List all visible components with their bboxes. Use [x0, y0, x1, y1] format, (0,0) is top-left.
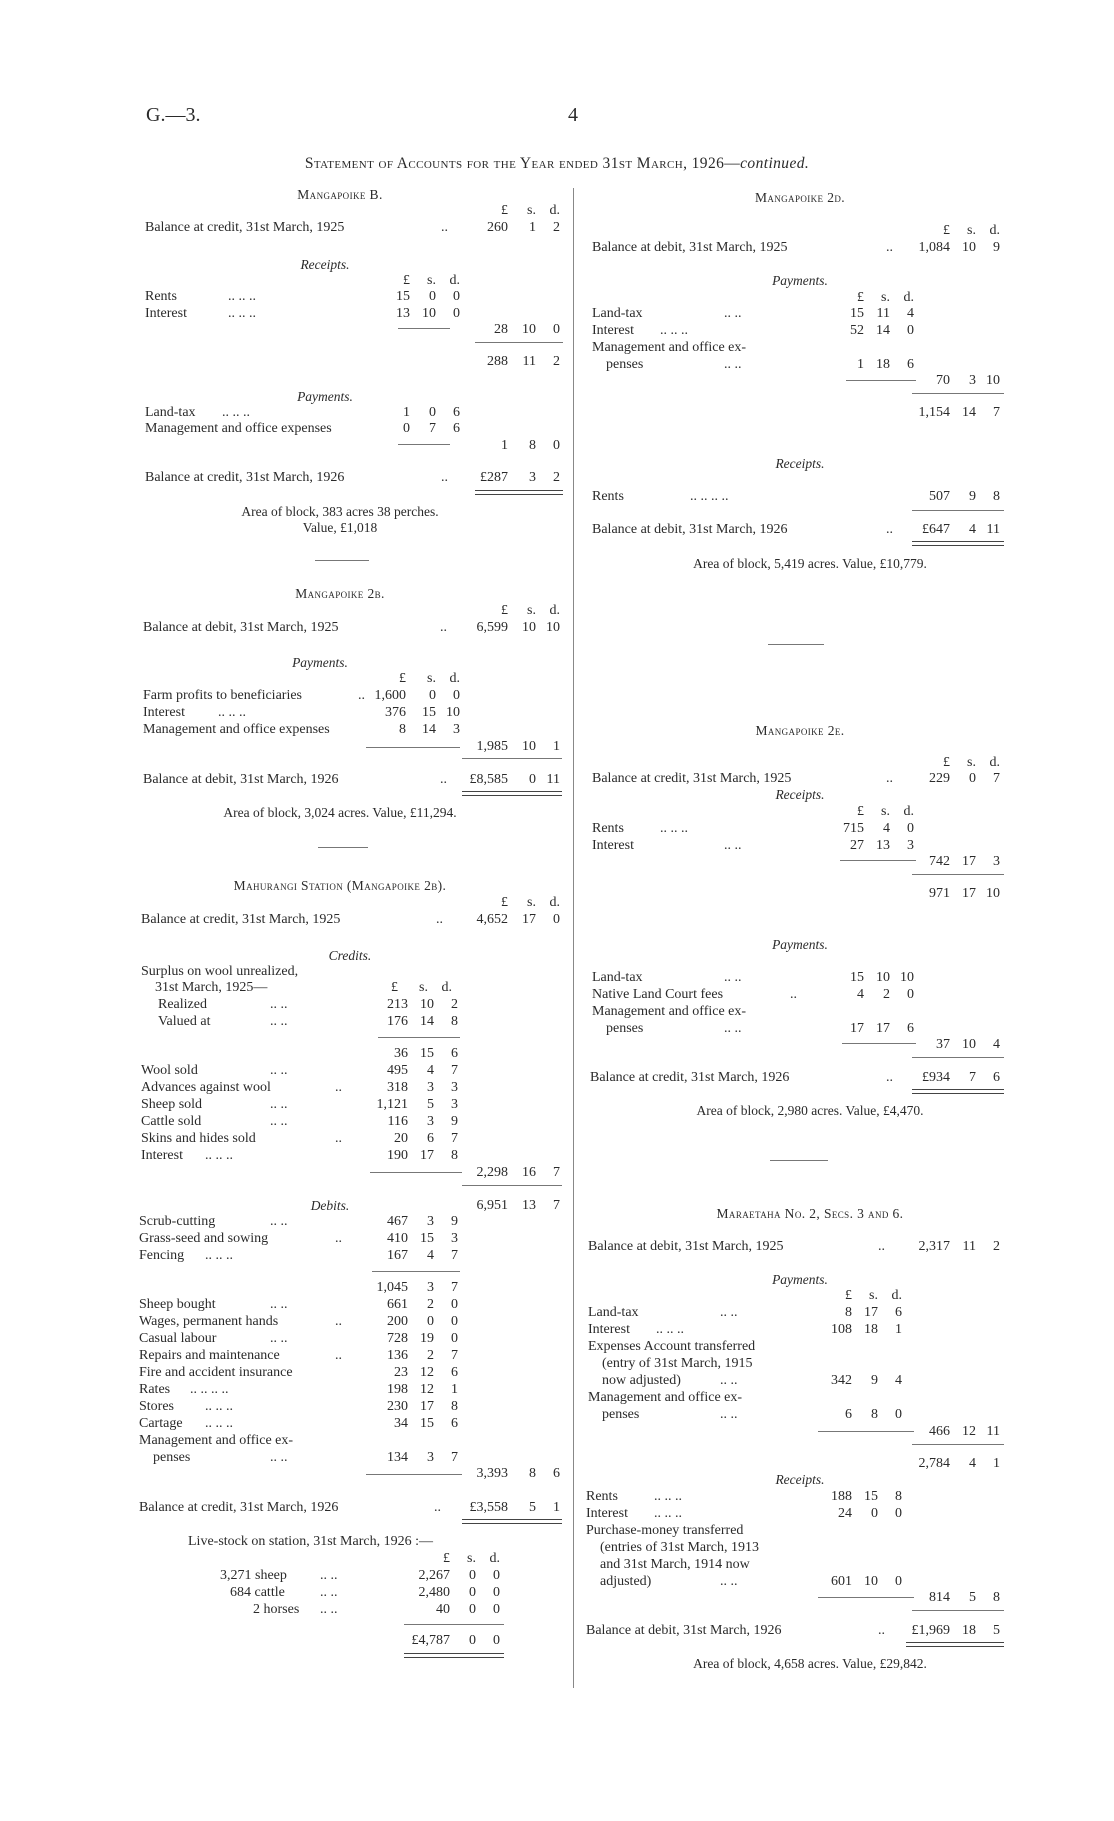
interest-label: Interest — [592, 323, 634, 338]
leader-dots: .. .. .. — [660, 821, 688, 836]
rents-amount: 715 4 0 — [843, 821, 914, 836]
opening-balance-label: Balance at debit, 31st March, 1925 — [592, 240, 788, 255]
interest-amount: 52 14 0 — [850, 323, 914, 338]
leader-dots: .. — [790, 987, 797, 1002]
landtax-label: Land-tax — [588, 1305, 639, 1320]
casual-label: Casual labour — [139, 1331, 217, 1346]
section-title: Mangapoike 2b. — [295, 586, 385, 601]
rents-label: Rents — [592, 821, 624, 836]
purchase-money-label-cont3: adjusted) — [600, 1574, 652, 1589]
cattle-sold-label: Cattle sold — [141, 1114, 202, 1129]
insurance-label: Fire and accident insurance — [139, 1365, 293, 1380]
mgmt-amount: 6 8 0 — [845, 1407, 902, 1422]
livestock-sheep-label: 3,271 sheep — [220, 1568, 287, 1583]
advances-label: Advances against wool — [141, 1080, 271, 1095]
grass-seed-amount: 410 15 3 — [387, 1231, 458, 1246]
receipts-total: 28 10 0 — [494, 322, 560, 337]
rule — [370, 1172, 462, 1173]
section-divider — [315, 560, 369, 561]
leader-dots: .. .. .. — [654, 1506, 682, 1521]
mgmt-label: Management and office expenses — [143, 722, 330, 737]
unit-heads: £ s. d. — [501, 895, 560, 910]
double-rule — [912, 541, 1004, 546]
debits-a-total: 1,045 3 7 — [376, 1280, 458, 1295]
stores-amount: 230 17 8 — [387, 1399, 458, 1414]
leader-dots: .. .. — [270, 1297, 288, 1312]
livestock-horses-label: 2 horses — [253, 1602, 300, 1617]
leader-dots: .. .. — [270, 1014, 288, 1029]
leader-dots: .. .. .. — [228, 306, 256, 321]
cartage-amount: 34 15 6 — [394, 1416, 458, 1431]
payments-total: 37 10 4 — [936, 1037, 1000, 1052]
column-divider — [573, 188, 574, 1688]
leader-dots: .. .. — [270, 1114, 288, 1129]
rents-label: Rents — [586, 1489, 618, 1504]
livestock-sheep-amount: 2,267 0 0 — [418, 1568, 500, 1583]
interest-label: Interest — [588, 1322, 630, 1337]
sheep-sold-label: Sheep sold — [141, 1097, 203, 1112]
leader-dots: .. .. — [320, 1568, 338, 1583]
area-note: Area of block, 4,658 acres. Value, £29,842. — [693, 1656, 927, 1671]
opening-balance-label: Balance at credit, 31st March, 1925 — [592, 771, 792, 786]
payment-mgmt-label: Management and office expenses — [145, 421, 332, 436]
rule — [912, 1444, 1004, 1445]
leader-dots: .. — [886, 522, 893, 537]
skins-label: Skins and hides sold — [141, 1131, 256, 1146]
double-rule — [912, 1089, 1004, 1094]
subtotal: 1,154 14 7 — [918, 405, 1000, 420]
advances-amount: 318 3 3 — [387, 1080, 458, 1095]
mgmt-label-cont: penses — [602, 1407, 640, 1422]
sheep-bought-label: Sheep bought — [139, 1297, 216, 1312]
leader-dots: .. .. — [270, 1450, 288, 1465]
rule — [462, 758, 562, 759]
interest-label: Interest — [586, 1506, 628, 1521]
mgmt-label: Management and office ex- — [139, 1433, 294, 1448]
opening-balance-amount: 2,317 11 2 — [918, 1239, 1000, 1254]
landtax-amount: 15 11 4 — [850, 306, 914, 321]
mgmt-label-cont: penses — [606, 1021, 644, 1036]
mgmt-label-cont: penses — [153, 1450, 191, 1465]
insurance-amount: 23 12 6 — [394, 1365, 458, 1380]
leader-dots: .. .. — [724, 1021, 742, 1036]
leader-dots: .. .. .. — [205, 1148, 233, 1163]
realized-amount: 213 10 2 — [387, 997, 458, 1012]
expenses-label: Expenses Account transferred — [588, 1339, 756, 1354]
unit-heads: £ s. d. — [857, 804, 914, 819]
unit-heads: £ s. d. — [403, 273, 460, 288]
closing-balance-label: Balance at credit, 31st March, 1926 — [590, 1070, 790, 1085]
leader-dots: .. — [441, 220, 448, 235]
unit-heads: £ s. d. — [501, 203, 560, 218]
value-note: Value, £1,018 — [302, 520, 378, 535]
page-title: Statement of Accounts for the Year ended 31st March, 1926—continued. — [304, 155, 810, 172]
livestock-horses-amount: 40 0 0 — [436, 1602, 500, 1617]
subtotal: 288 11 2 — [487, 354, 560, 369]
farm-profits-label: Farm profits to beneficiaries — [143, 688, 303, 703]
document-reference: G.—3. — [146, 104, 201, 126]
wool-sold-label: Wool sold — [141, 1063, 198, 1078]
closing-balance-amount: £3,558 5 1 — [469, 1500, 560, 1515]
opening-balance-amount: 4,652 17 0 — [476, 912, 560, 927]
subtotal: 971 17 10 — [929, 886, 1000, 901]
livestock-heading: Live-stock on station, 31st March, 1926 :— — [188, 1534, 433, 1549]
leader-dots: .. .. — [720, 1305, 738, 1320]
payments-total: 1 8 0 — [501, 438, 560, 453]
payment-mgmt-amount: 0 7 6 — [403, 421, 460, 436]
unit-heads: £ s. d. — [443, 1551, 500, 1566]
wool-sold-amount: 495 4 7 — [387, 1063, 458, 1078]
rents-amount: 188 15 8 — [831, 1489, 902, 1504]
rule — [404, 1624, 504, 1625]
leader-dots: .. .. .. — [222, 405, 250, 420]
surplus-label: Surplus on wool unrealized, — [141, 964, 299, 979]
interest-amount: 108 18 1 — [831, 1322, 902, 1337]
expenses-label-cont: (entry of 31st March, 1915 — [602, 1356, 753, 1371]
closing-balance-label: Balance at credit, 31st March, 1926 — [139, 1500, 339, 1515]
sheep-bought-amount: 661 2 0 — [387, 1297, 458, 1312]
closing-balance-amount: £647 4 11 — [922, 522, 1000, 537]
leader-dots: .. .. — [720, 1373, 738, 1388]
section-title: Maraetaha No. 2, Secs. 3 and 6. — [716, 1206, 904, 1221]
leader-dots: .. — [335, 1080, 342, 1095]
receipts-total: 742 17 3 — [929, 854, 1000, 869]
interest-amount: 376 15 10 — [385, 705, 460, 720]
unit-heads: £ s. d. — [943, 755, 1000, 770]
mgmt-label: Management and office ex- — [588, 1390, 743, 1405]
credits-total: 2,298 16 7 — [476, 1165, 560, 1180]
purchase-money-label: Purchase-money transferred — [586, 1523, 744, 1538]
leader-dots: .. .. — [724, 838, 742, 853]
cartage-label: Cartage — [139, 1416, 183, 1431]
leader-dots: .. — [335, 1348, 342, 1363]
leader-dots: .. — [335, 1231, 342, 1246]
surplus-total: 36 15 6 — [394, 1046, 458, 1061]
leader-dots: .. — [440, 620, 447, 635]
purchase-money-amount: 601 10 0 — [831, 1574, 902, 1589]
rule — [366, 1474, 462, 1475]
area-note: Area of block, 2,980 acres. Value, £4,470. — [696, 1103, 924, 1118]
double-rule — [462, 791, 562, 796]
rule — [398, 328, 450, 329]
rents-amount: 507 9 8 — [929, 489, 1000, 504]
scrub-label: Scrub-cutting — [139, 1214, 216, 1229]
landtax-amount: 15 10 10 — [850, 970, 914, 985]
valued-amount: 176 14 8 — [387, 1014, 458, 1029]
purchase-money-label-cont: (entries of 31st March, 1913 — [600, 1540, 760, 1555]
opening-balance-amount: 6,599 10 10 — [476, 620, 560, 635]
rates-amount: 198 12 1 — [387, 1382, 458, 1397]
mgmt-label-cont: penses — [606, 357, 644, 372]
mgmt-amount: 134 3 7 — [387, 1450, 458, 1465]
leader-dots: .. .. — [270, 1214, 288, 1229]
leader-dots: .. .. — [720, 1574, 738, 1589]
opening-balance-amount: 260 1 2 — [487, 220, 560, 235]
payments-total: 70 3 10 — [936, 373, 1000, 388]
closing-balance-label: Balance at credit, 31st March, 1926 — [145, 470, 345, 485]
leader-dots: .. — [335, 1314, 342, 1329]
debits-heading: Debits. — [310, 1198, 350, 1213]
rule — [366, 747, 460, 748]
stores-label: Stores — [139, 1399, 174, 1414]
livestock-total: £4,787 0 0 — [411, 1633, 500, 1648]
opening-balance-label: Balance at debit, 31st March, 1925 — [143, 620, 339, 635]
receipt-interest-amount: 13 10 0 — [396, 306, 460, 321]
rule — [912, 510, 1004, 511]
leader-dots: .. .. .. — [205, 1399, 233, 1414]
unit-heads: £ s. d. — [399, 671, 460, 686]
rule — [475, 342, 563, 343]
area-note: Area of block, 383 acres 38 perches. — [241, 504, 439, 519]
court-fees-label: Native Land Court fees — [592, 987, 724, 1002]
leader-dots: .. — [886, 240, 893, 255]
unit-heads: £ s. d. — [943, 223, 1000, 238]
rule — [398, 444, 450, 445]
leader-dots: .. .. — [270, 997, 288, 1012]
expenses-label-cont2: now adjusted) — [602, 1373, 681, 1388]
leader-dots: .. .. .. — [218, 705, 246, 720]
leader-dots: .. — [441, 470, 448, 485]
interest-label: Interest — [141, 1148, 183, 1163]
opening-balance-amount: 229 0 7 — [929, 771, 1000, 786]
fencing-amount: 167 4 7 — [387, 1248, 458, 1263]
leader-dots: .. — [878, 1623, 885, 1638]
unit-heads: £ s. d. — [857, 290, 914, 305]
scrub-amount: 467 3 9 — [387, 1214, 458, 1229]
valued-label: Valued at — [158, 1014, 211, 1029]
receipts-heading: Receipts. — [300, 257, 350, 272]
leader-dots: .. .. — [320, 1602, 338, 1617]
casual-amount: 728 19 0 — [387, 1331, 458, 1346]
rule — [912, 1610, 1004, 1611]
receipts-total: 814 5 8 — [929, 1590, 1000, 1605]
fencing-label: Fencing — [139, 1248, 185, 1263]
page-number: 4 — [568, 104, 578, 126]
rates-label: Rates — [139, 1382, 171, 1397]
interest-label: Interest — [592, 838, 634, 853]
repairs-amount: 136 2 7 — [387, 1348, 458, 1363]
landtax-label: Land-tax — [592, 970, 643, 985]
landtax-label: Land-tax — [592, 306, 643, 321]
leader-dots: .. — [436, 912, 443, 927]
double-rule — [462, 1519, 562, 1524]
closing-balance-amount: £8,585 0 11 — [469, 772, 560, 787]
farm-profits-amount: 1,600 0 0 — [374, 688, 460, 703]
expenses-amount: 342 9 4 — [831, 1373, 902, 1388]
payments-total: 1,985 10 1 — [476, 739, 560, 754]
rule — [912, 1057, 1004, 1058]
unit-heads: £ s. d. — [501, 603, 560, 618]
opening-balance-label: Balance at credit, 31st March, 1925 — [145, 220, 345, 235]
mgmt-label: Management and office ex- — [592, 340, 747, 355]
grass-seed-label: Grass-seed and sowing — [139, 1231, 269, 1246]
receipt-rents-label: Rents — [145, 289, 177, 304]
court-fees-amount: 4 2 0 — [857, 987, 914, 1002]
receipts-heading: Receipts. — [775, 1472, 825, 1487]
leader-dots: .. .. .. .. — [690, 489, 729, 504]
purchase-money-label-cont2: and 31st March, 1914 now — [600, 1557, 750, 1572]
payments-heading: Payments. — [772, 937, 828, 952]
sheep-sold-amount: 1,121 5 3 — [376, 1097, 458, 1112]
interest-amount: 190 17 8 — [387, 1148, 458, 1163]
opening-balance-label: Balance at debit, 31st March, 1925 — [588, 1239, 784, 1254]
area-note: Area of block, 3,024 acres. Value, £11,294. — [223, 805, 457, 820]
closing-balance-amount: £934 7 6 — [922, 1070, 1000, 1085]
realized-label: Realized — [158, 997, 207, 1012]
leader-dots: .. .. .. — [205, 1248, 233, 1263]
wages-label: Wages, permanent hands — [139, 1314, 279, 1329]
section-title: Mangapoike 2e. — [755, 723, 845, 738]
unit-heads: £ s. d. — [845, 1288, 902, 1303]
leader-dots: .. — [440, 772, 447, 787]
receipts-heading: Receipts. — [775, 787, 825, 802]
mgmt-amount: 17 17 6 — [850, 1021, 914, 1036]
section-divider — [770, 1160, 828, 1161]
interest-amount: 27 13 3 — [850, 838, 914, 853]
payments-heading: Payments. — [297, 389, 353, 404]
landtax-amount: 8 17 6 — [845, 1305, 902, 1320]
interest-amount: 24 0 0 — [838, 1506, 902, 1521]
leader-dots: .. .. .. — [660, 323, 688, 338]
rule — [912, 874, 1004, 875]
closing-balance-amount: £287 3 2 — [480, 470, 560, 485]
double-rule — [404, 1653, 504, 1658]
interest-label: Interest — [143, 705, 185, 720]
rule — [372, 1271, 460, 1272]
payment-landtax-label: Land-tax — [145, 405, 196, 420]
repairs-label: Repairs and maintenance — [139, 1348, 280, 1363]
leader-dots: .. .. .. — [656, 1322, 684, 1337]
leader-dots: .. .. — [724, 357, 742, 372]
rule — [378, 1037, 460, 1038]
leader-dots: .. .. — [270, 1063, 288, 1078]
opening-balance-label: Balance at credit, 31st March, 1925 — [141, 912, 341, 927]
payments-total: 466 12 11 — [929, 1424, 1000, 1439]
debits-total: 3,393 8 6 — [476, 1466, 560, 1481]
subtotal: 6,951 13 7 — [476, 1198, 560, 1213]
leader-dots: .. .. — [720, 1407, 738, 1422]
receipt-interest-label: Interest — [145, 306, 187, 321]
wages-amount: 200 0 0 — [387, 1314, 458, 1329]
leader-dots: .. .. .. — [205, 1416, 233, 1431]
leader-dots: .. .. .. — [654, 1489, 682, 1504]
leader-dots: .. .. — [270, 1097, 288, 1112]
payments-heading: Payments. — [772, 1272, 828, 1287]
mgmt-amount: 8 14 3 — [399, 722, 460, 737]
mgmt-label: Management and office ex- — [592, 1004, 747, 1019]
closing-balance-label: Balance at debit, 31st March, 1926 — [586, 1623, 782, 1638]
area-note: Area of block, 5,419 acres. Value, £10,779. — [693, 556, 927, 571]
leader-dots: .. — [886, 771, 893, 786]
leader-dots: .. .. — [270, 1331, 288, 1346]
leader-dots: .. .. — [724, 306, 742, 321]
leader-dots: .. .. — [724, 970, 742, 985]
leader-dots: .. .. — [320, 1585, 338, 1600]
skins-amount: 20 6 7 — [394, 1131, 458, 1146]
double-rule — [906, 1642, 1004, 1647]
livestock-cattle-amount: 2,480 0 0 — [418, 1585, 500, 1600]
unit-heads: £ s. d. — [391, 980, 452, 995]
payment-landtax-amount: 1 0 6 — [403, 405, 460, 420]
section-divider — [768, 644, 824, 645]
receipt-rents-amount: 15 0 0 — [396, 289, 460, 304]
leader-dots: .. — [358, 688, 365, 703]
leader-dots: .. .. .. .. — [190, 1382, 229, 1397]
section-divider — [318, 847, 368, 848]
closing-balance-amount: £1,969 18 5 — [911, 1623, 1000, 1638]
leader-dots: .. .. .. — [228, 289, 256, 304]
cattle-sold-amount: 116 3 9 — [387, 1114, 458, 1129]
rents-label: Rents — [592, 489, 624, 504]
surplus-date-label: 31st March, 1925— — [155, 980, 268, 995]
section-title: Mahurangi Station (Mangapoike 2b). — [233, 878, 447, 893]
closing-balance-label: Balance at debit, 31st March, 1926 — [592, 522, 788, 537]
leader-dots: .. — [886, 1070, 893, 1085]
payments-heading: Payments. — [292, 655, 348, 670]
subtotal: 2,784 4 1 — [918, 1456, 1000, 1471]
leader-dots: .. — [878, 1239, 885, 1254]
section-title: Mangapoike B. — [297, 187, 383, 202]
livestock-cattle-label: 684 cattle — [230, 1585, 285, 1600]
double-rule — [475, 490, 563, 495]
credits-heading: Credits. — [328, 948, 372, 963]
rule — [912, 393, 1004, 394]
rule — [462, 1185, 562, 1186]
leader-dots: .. — [434, 1500, 441, 1515]
closing-balance-label: Balance at debit, 31st March, 1926 — [143, 772, 339, 787]
leader-dots: .. — [335, 1131, 342, 1146]
mgmt-amount: 1 18 6 — [857, 357, 914, 372]
section-title: Mangapoike 2d. — [754, 190, 846, 205]
receipts-heading: Receipts. — [775, 456, 825, 471]
opening-balance-amount: 1,084 10 9 — [918, 240, 1000, 255]
payments-heading: Payments. — [772, 273, 828, 288]
